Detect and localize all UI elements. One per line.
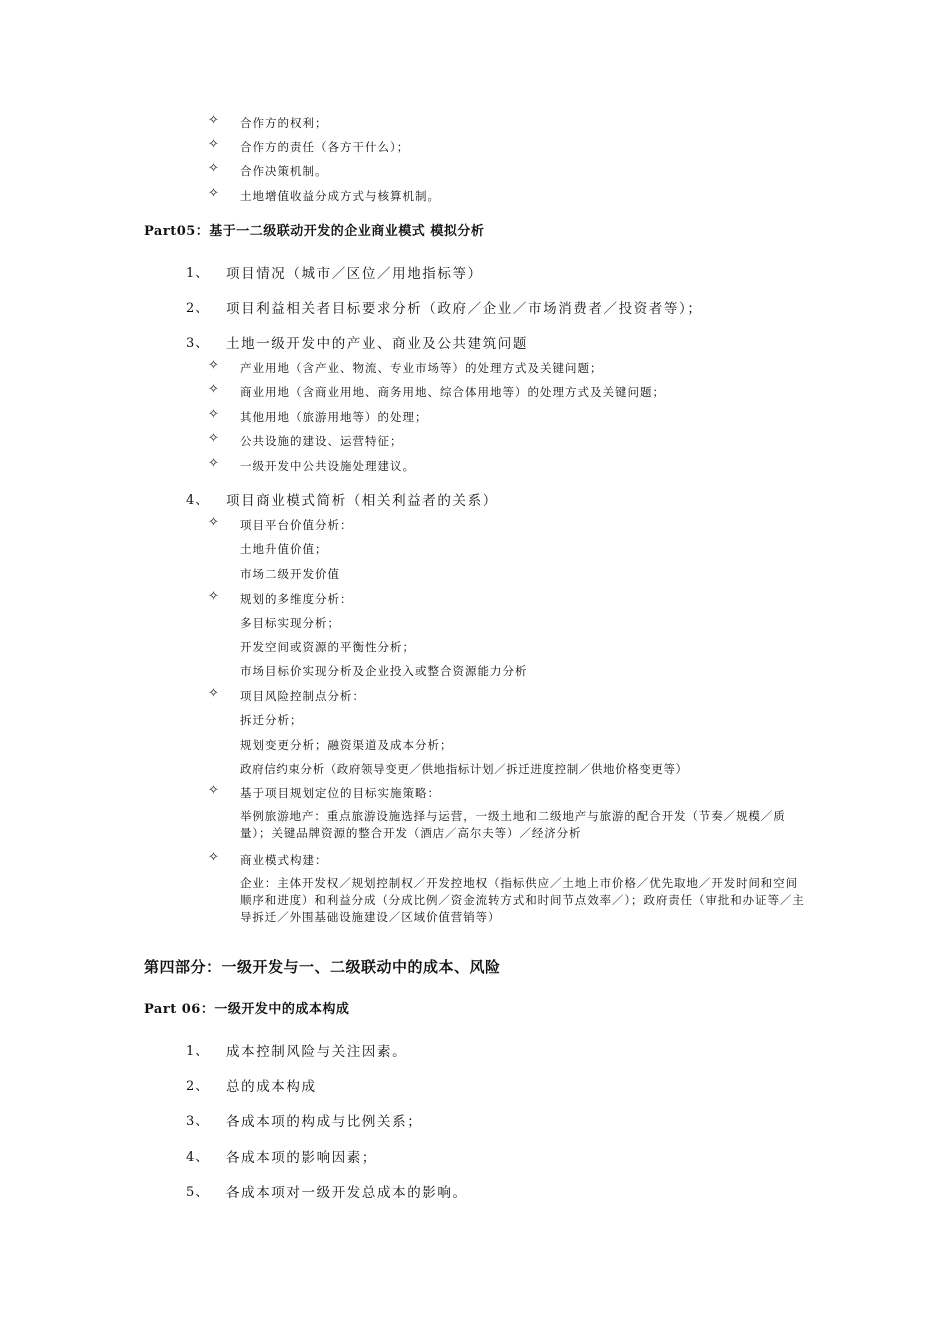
- list-item: 合作方的责任（各方干什么）；: [240, 140, 410, 154]
- sub-line: 多目标实现分析；: [240, 616, 340, 630]
- sub-line: 开发空间或资源的平衡性分析；: [240, 640, 415, 654]
- list-item: 商业用地（含商业用地、商务用地、综合体用地等）的处理方式及关键问题；: [240, 385, 665, 399]
- numbered-item-text: 土地一级开发中的产业、商业及公共建筑问题: [226, 336, 528, 352]
- sub-line: 市场二级开发价值: [240, 567, 340, 581]
- numbered-item-text: 各成本项的构成与比例关系；: [226, 1114, 423, 1130]
- paragraph: 企业：主体开发权／规划控制权／开发控地权（指标供应／土地上市价格／优先取地／开发时间和空间顺序和进度）和利益分成（分成比例／资金流转方式和时间节点效率／）；政府责任（审批和办证等／主导拆迁／外围基础设施建设／区域价值营销等）: [240, 876, 805, 924]
- item-number: 2、: [186, 301, 210, 316]
- list-item: 合作决策机制。: [240, 164, 328, 178]
- diamond-bullet-icon: ✧: [208, 589, 219, 604]
- diamond-bullet-icon: ✧: [208, 850, 219, 865]
- item-number: 1、: [186, 266, 210, 281]
- numbered-item-text: 项目利益相关者目标要求分析（政府／企业／市场消费者／投资者等）；: [226, 301, 703, 317]
- list-item: 公共设施的建设、运营特征；: [240, 434, 403, 448]
- group-title: 规划的多维度分析：: [240, 592, 353, 606]
- group-title: 项目风险控制点分析：: [240, 689, 365, 703]
- sub-line: 土地升值价值；: [240, 542, 328, 556]
- group-title: 商业模式构建：: [240, 853, 328, 867]
- diamond-bullet-icon: ✧: [208, 783, 219, 798]
- diamond-bullet-icon: ✧: [208, 137, 219, 152]
- item-number: 5、: [186, 1185, 210, 1200]
- paragraph: 举例旅游地产：重点旅游设施选择与运营，一级土地和二级地产与旅游的配合开发（节奏／规模／质量）；关键品牌资源的整合开发（酒店／高尔夫等）／经济分析: [240, 809, 786, 840]
- group-title: 基于项目规划定位的目标实施策略：: [240, 786, 440, 800]
- diamond-bullet-icon: ✧: [208, 113, 219, 128]
- sub-line: 政府信约束分析（政府领导变更／供地指标计划／拆迁进度控制／供地价格变更等）: [240, 762, 688, 776]
- section-heading-part06: Part 06：一级开发中的成本构成: [144, 1002, 350, 1017]
- list-item: 其他用地（旅游用地等）的处理；: [240, 410, 428, 424]
- numbered-item-text: 总的成本构成: [226, 1079, 317, 1095]
- diamond-bullet-icon: ✧: [208, 358, 219, 373]
- diamond-bullet-icon: ✧: [208, 515, 219, 530]
- section-heading-part05: Part05：基于一二级联动开发的企业商业模式 模拟分析: [144, 224, 485, 239]
- item-number: 4、: [186, 493, 210, 508]
- item-number: 1、: [186, 1044, 210, 1059]
- diamond-bullet-icon: ✧: [208, 686, 219, 701]
- numbered-item-text: 项目商业模式简析（相关利益者的关系）: [226, 493, 498, 509]
- numbered-item-text: 项目情况（城市／区位／用地指标等）: [226, 266, 483, 282]
- group-title: 项目平台价值分析：: [240, 518, 353, 532]
- diamond-bullet-icon: ✧: [208, 407, 219, 422]
- diamond-bullet-icon: ✧: [208, 431, 219, 446]
- numbered-item-text: 成本控制风险与关注因素。: [226, 1044, 408, 1060]
- diamond-bullet-icon: ✧: [208, 186, 219, 201]
- item-number: 2、: [186, 1079, 210, 1094]
- numbered-item-text: 各成本项的影响因素；: [226, 1150, 377, 1166]
- sub-line: 市场目标价实现分析及企业投入或整合资源能力分析: [240, 664, 528, 678]
- list-item: 产业用地（含产业、物流、专业市场等）的处理方式及关键问题；: [240, 361, 603, 375]
- list-item: 一级开发中公共设施处理建议。: [240, 459, 415, 473]
- item-number: 3、: [186, 1114, 210, 1129]
- diamond-bullet-icon: ✧: [208, 456, 219, 471]
- list-item: 合作方的权利；: [240, 116, 328, 130]
- numbered-item-text: 各成本项对一级开发总成本的影响。: [226, 1185, 468, 1201]
- item-number: 3、: [186, 336, 210, 351]
- sub-line: 规划变更分析；融资渠道及成本分析；: [240, 738, 453, 752]
- diamond-bullet-icon: ✧: [208, 382, 219, 397]
- list-item: 土地增值收益分成方式与核算机制。: [240, 189, 440, 203]
- diamond-bullet-icon: ✧: [208, 161, 219, 176]
- section-heading-part4: 第四部分：一级开发与一、二级联动中的成本、风险: [144, 958, 501, 976]
- sub-line: 拆迁分析；: [240, 713, 303, 727]
- item-number: 4、: [186, 1150, 210, 1165]
